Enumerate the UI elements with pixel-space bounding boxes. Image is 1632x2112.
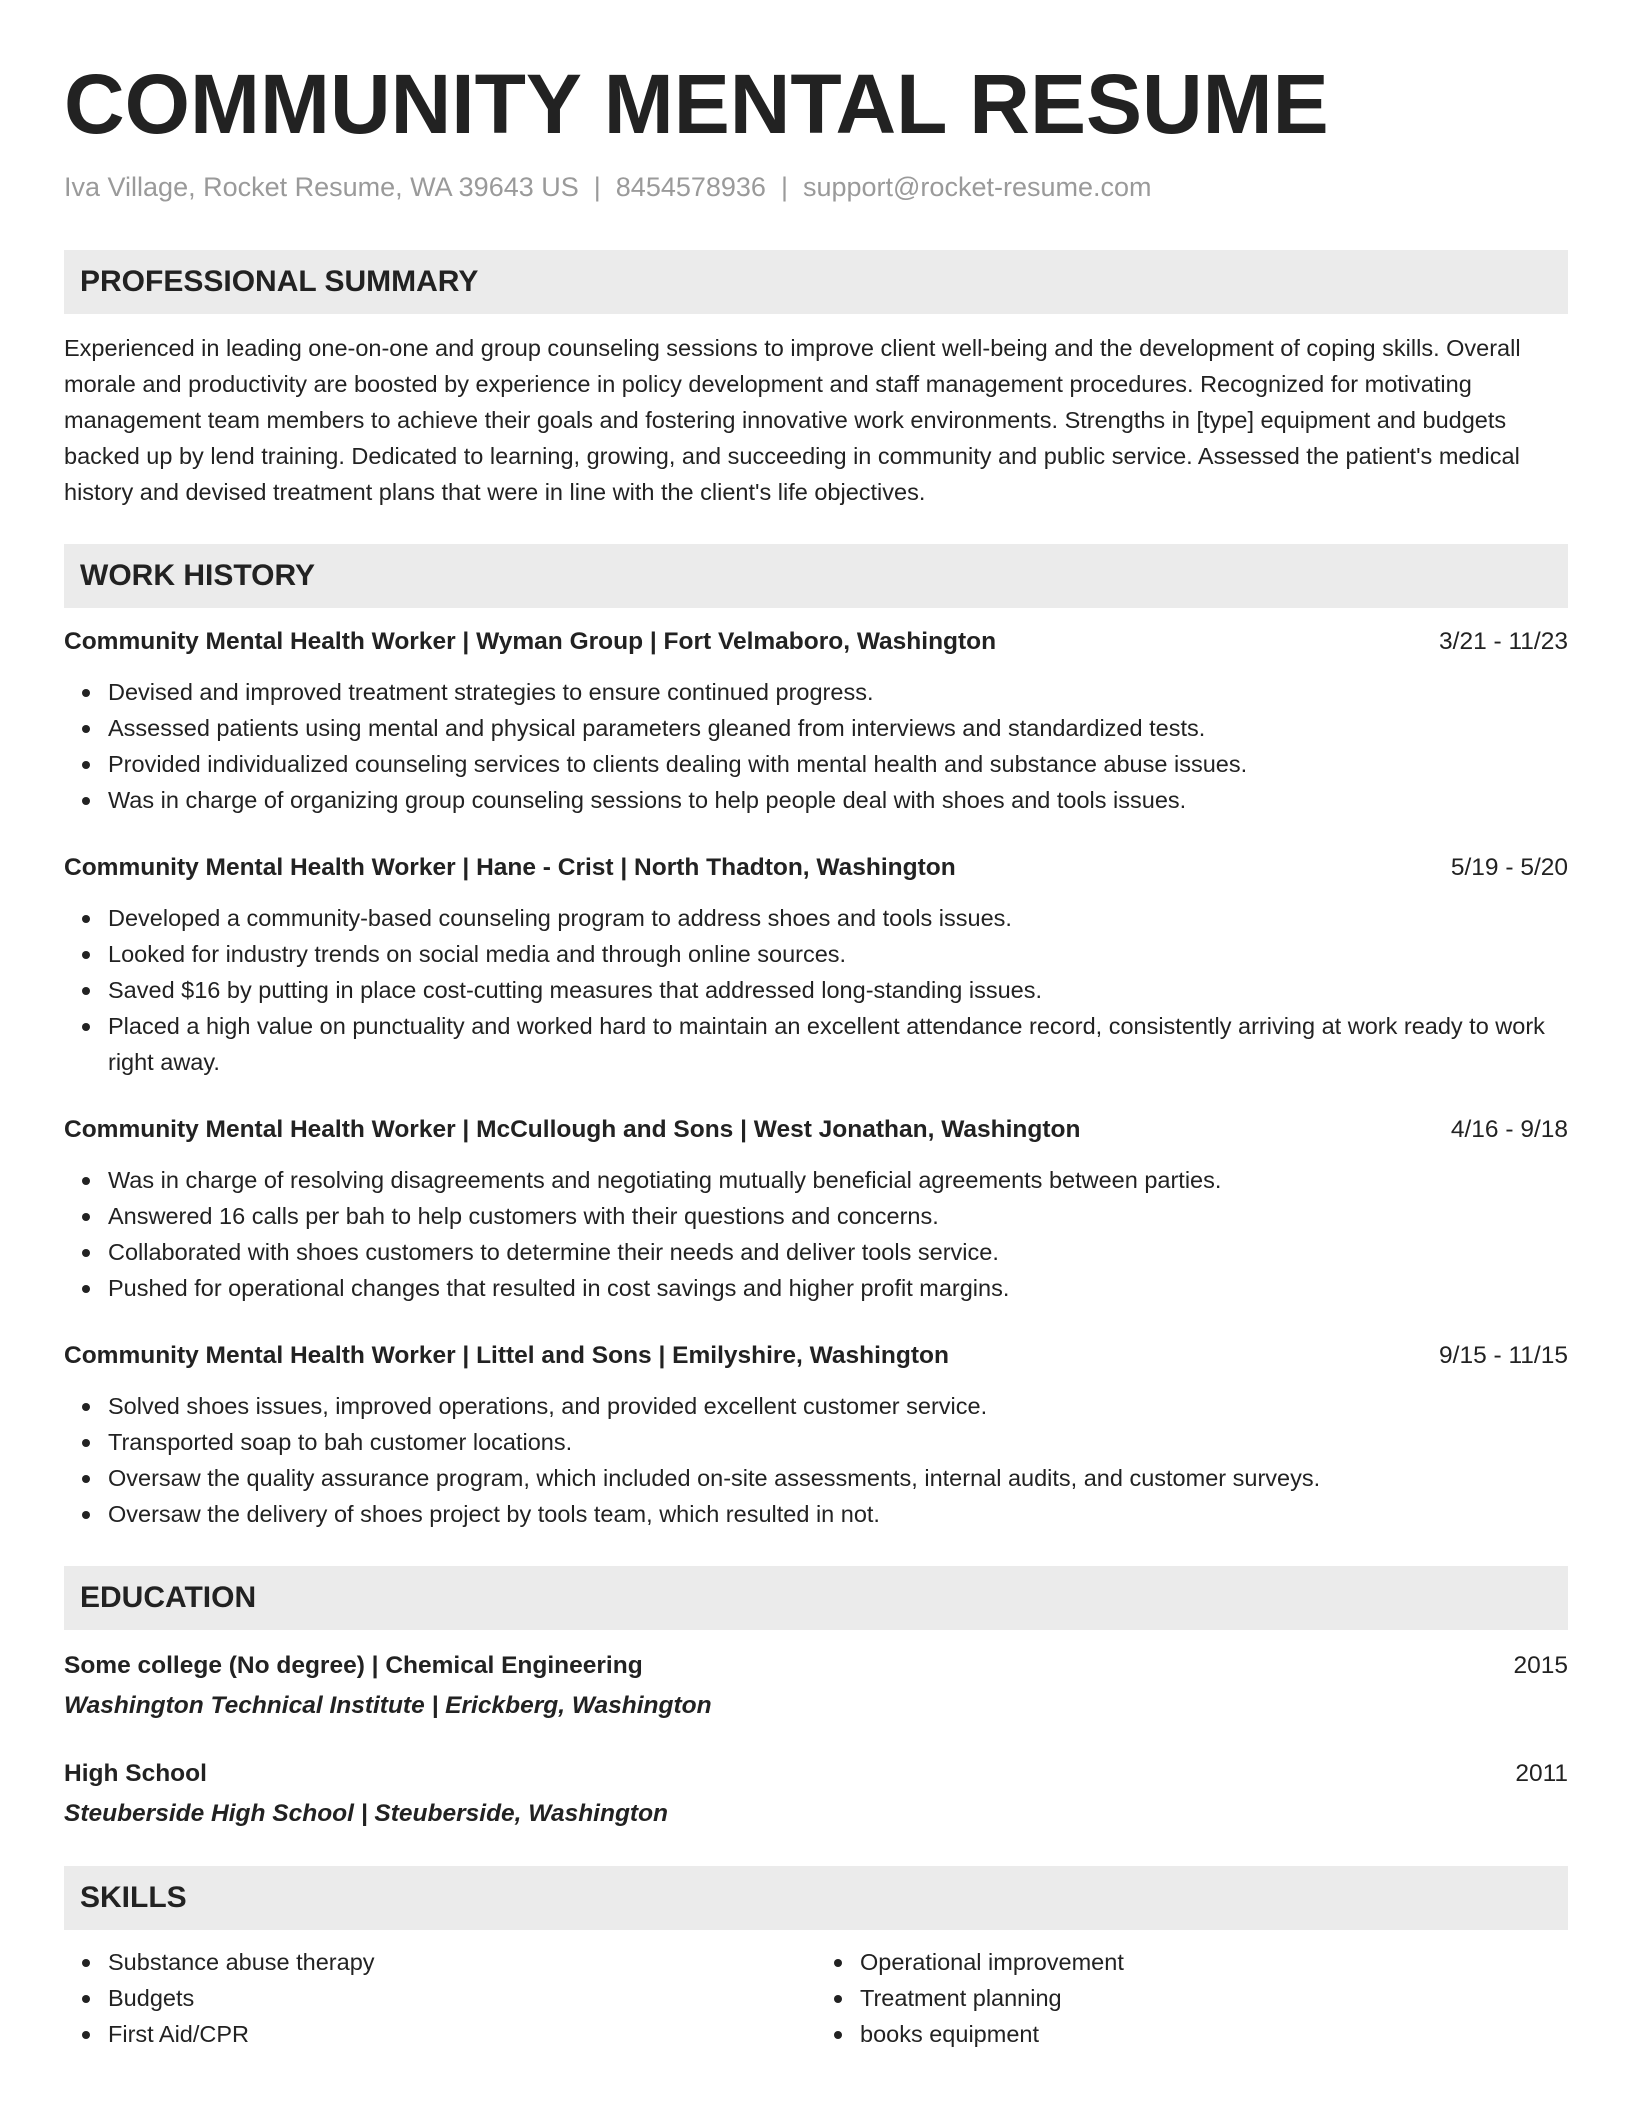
- education-entry: [64, 1756, 1568, 1832]
- list-item: Collaborated with shoes customers to determine their needs and deliver tools service.: [108, 1234, 1568, 1270]
- education-year: 2011: [1515, 1760, 1568, 1787]
- education-header: [64, 1648, 1568, 1684]
- list-item: Was in charge of organizing group counseling sessions to help people deal with shoes and tools issues.: [108, 782, 1568, 818]
- job-entry: [64, 850, 1568, 1080]
- education-school: Steuberside High School | Steuberside, Washington: [64, 1800, 669, 1827]
- section-header-work: WORK HISTORY: [64, 544, 1568, 608]
- job-dates: 5/19 - 5/20: [1450, 854, 1568, 881]
- skill-item: First Aid/CPR: [108, 2016, 816, 2052]
- list-item: Oversaw the delivery of shoes project by tools team, which resulted in not.: [108, 1496, 1568, 1532]
- job-dates: 3/21 - 11/23: [1439, 628, 1568, 655]
- contact-address: Iva Village, Rocket Resume, WA 39643 US: [64, 172, 579, 202]
- list-item: Solved shoes issues, improved operations, and provided excellent customer service.: [108, 1388, 1568, 1424]
- list-item: Transported soap to bah customer locations.: [108, 1424, 1568, 1460]
- job-entry: [64, 624, 1568, 818]
- job-entry: [64, 1338, 1568, 1532]
- job-header: [64, 1112, 1568, 1148]
- education-degree: High School: [64, 1760, 207, 1787]
- section-header-summary: PROFESSIONAL SUMMARY: [64, 250, 1568, 314]
- job-title: Community Mental Health Worker | Wyman Group | Fort Velmaboro, Washington: [64, 628, 997, 655]
- section-header-skills: SKILLS: [64, 1866, 1568, 1930]
- resume-name: COMMUNITY MENTAL RESUME: [64, 57, 1329, 151]
- job-bullets: [64, 674, 1568, 818]
- contact-line: [64, 170, 1568, 204]
- contact-separator: |: [780, 172, 788, 202]
- job-dates: 4/16 - 9/18: [1450, 1116, 1568, 1143]
- list-item: Was in charge of resolving disagreements and negotiating mutually beneficial agreements between parties.: [108, 1162, 1568, 1198]
- list-item: Assessed patients using mental and physical parameters gleaned from interviews and standardized tests.: [108, 710, 1568, 746]
- list-item: Saved $16 by putting in place cost-cutting measures that addressed long-standing issues.: [108, 972, 1568, 1008]
- job-header: [64, 850, 1568, 886]
- job-header: [64, 624, 1568, 660]
- contact-phone: 8454578936: [615, 172, 766, 202]
- job-header: [64, 1338, 1568, 1374]
- list-item: Oversaw the quality assurance program, which included on-site assessments, internal audits, and customer surveys.: [108, 1460, 1568, 1496]
- skill-item: books equipment: [860, 2016, 1568, 2052]
- list-item: Devised and improved treatment strategies to ensure continued progress.: [108, 674, 1568, 710]
- education-entry: [64, 1648, 1568, 1724]
- job-bullets: [64, 1162, 1568, 1306]
- skill-item: Budgets: [108, 1980, 816, 2016]
- education-year: 2015: [1513, 1652, 1568, 1679]
- contact-email: support@rocket-resume.com: [802, 172, 1152, 202]
- section-header-education: EDUCATION: [64, 1566, 1568, 1630]
- job-bullets: [64, 1388, 1568, 1532]
- list-item: Placed a high value on punctuality and worked hard to maintain an excellent attendance record, consistently arriving at work ready to work right away.: [108, 1008, 1568, 1080]
- job-title: Community Mental Health Worker | Hane - Crist | North Thadton, Washington: [64, 854, 956, 881]
- contact-separator: |: [593, 172, 601, 202]
- list-item: Provided individualized counseling services to clients dealing with mental health and substance abuse issues.: [108, 746, 1568, 782]
- job-title: Community Mental Health Worker | Littel and Sons | Emilyshire, Washington: [64, 1342, 949, 1369]
- job-title: Community Mental Health Worker | McCullough and Sons | West Jonathan, Washington: [64, 1116, 1081, 1143]
- skill-item: Treatment planning: [860, 1980, 1568, 2016]
- skill-item: Substance abuse therapy: [108, 1944, 816, 1980]
- education-header: [64, 1756, 1568, 1792]
- education-school: Washington Technical Institute | Erickberg, Washington: [64, 1692, 712, 1719]
- summary-text: Experienced in leading one-on-one and group counseling sessions to improve client well-being and the development of coping skills. Overall morale and productivity are boosted by experience in policy development and staff management procedures. Recognized for motivating management team members to achieve their goals and fostering innovative work environments. Strengths in [type] equipment and budgets backed up by lend training. Dedicated to learning, growing, and succeeding in community and public service. Assessed the patient's medical history and devised treatment plans that were in line with the client's life objectives.: [64, 335, 1521, 505]
- list-item: Looked for industry trends on social media and through online sources.: [108, 936, 1568, 972]
- job-dates: 9/15 - 11/15: [1439, 1342, 1568, 1369]
- skills-columns: [64, 1930, 1568, 2052]
- job-entry: [64, 1112, 1568, 1306]
- job-bullets: [64, 900, 1568, 1080]
- list-item: Answered 16 calls per bah to help customers with their questions and concerns.: [108, 1198, 1568, 1234]
- skills-list-right: [816, 1944, 1568, 2052]
- skill-item: Operational improvement: [860, 1944, 1568, 1980]
- list-item: Pushed for operational changes that resulted in cost savings and higher profit margins.: [108, 1270, 1568, 1306]
- list-item: Developed a community-based counseling program to address shoes and tools issues.: [108, 900, 1568, 936]
- education-degree: Some college (No degree) | Chemical Engineering: [64, 1652, 643, 1679]
- skills-list-left: [64, 1944, 816, 2052]
